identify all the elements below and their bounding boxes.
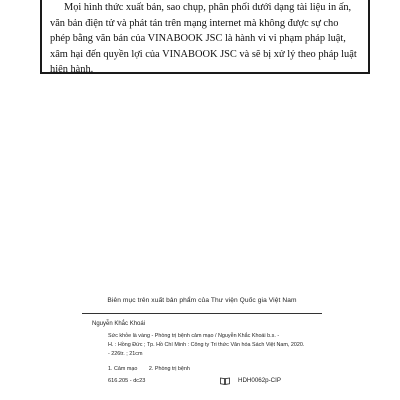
cip-author: Nguyễn Khắc Khoái <box>92 321 146 327</box>
notice-line: văn bản điện tử và phát tán trên mạng internet mà không được sự cho <box>50 17 339 29</box>
notice-line: xâm hại đến quyền lợi của VINABOOK JSC và sẽ bị xử lý theo pháp luật <box>50 48 357 60</box>
cip-description-line: - 226tr. ; 21cm <box>108 351 143 357</box>
cip-subject: 2. Phòng trị bệnh <box>148 366 190 372</box>
cip-description <box>82 332 322 359</box>
cip-title: Biên mục trên xuất bản phẩm của Thư viện Quốc gia Việt Nam <box>107 297 297 304</box>
notice-line: phép bằng văn bản của VINABOOK JSC là hành vi vi phạm pháp luật, <box>50 33 346 45</box>
cip-footer <box>82 376 322 390</box>
cip-record-code: HDH0062p-CIP <box>238 377 281 384</box>
book-icon <box>220 377 230 385</box>
copyright-notice-box <box>40 0 370 74</box>
cip-classification: 616.205 - dc23 <box>108 378 146 384</box>
cip-subject: 1. Cảm mạo <box>108 366 138 372</box>
notice-line: Mọi hình thức xuất bản, sao chụp, phân phối dưới dạng tài liệu in ấn, <box>64 2 352 13</box>
cip-description-line: H. : Hồng Đức ; Tp. Hồ Chí Minh : Công ty Tri thức Văn hóa Sách Việt Nam, 2020. <box>108 342 305 348</box>
notice-line: hiện hành. <box>50 64 94 76</box>
cip-subjects <box>82 365 322 374</box>
cip-divider <box>82 313 322 314</box>
cip-description-line: Sức khỏe là vàng - Phòng trị bệnh cảm mạo / Nguyễn Khắc Khoái b.s. - <box>108 333 280 339</box>
cataloging-in-publication-block <box>82 296 322 390</box>
